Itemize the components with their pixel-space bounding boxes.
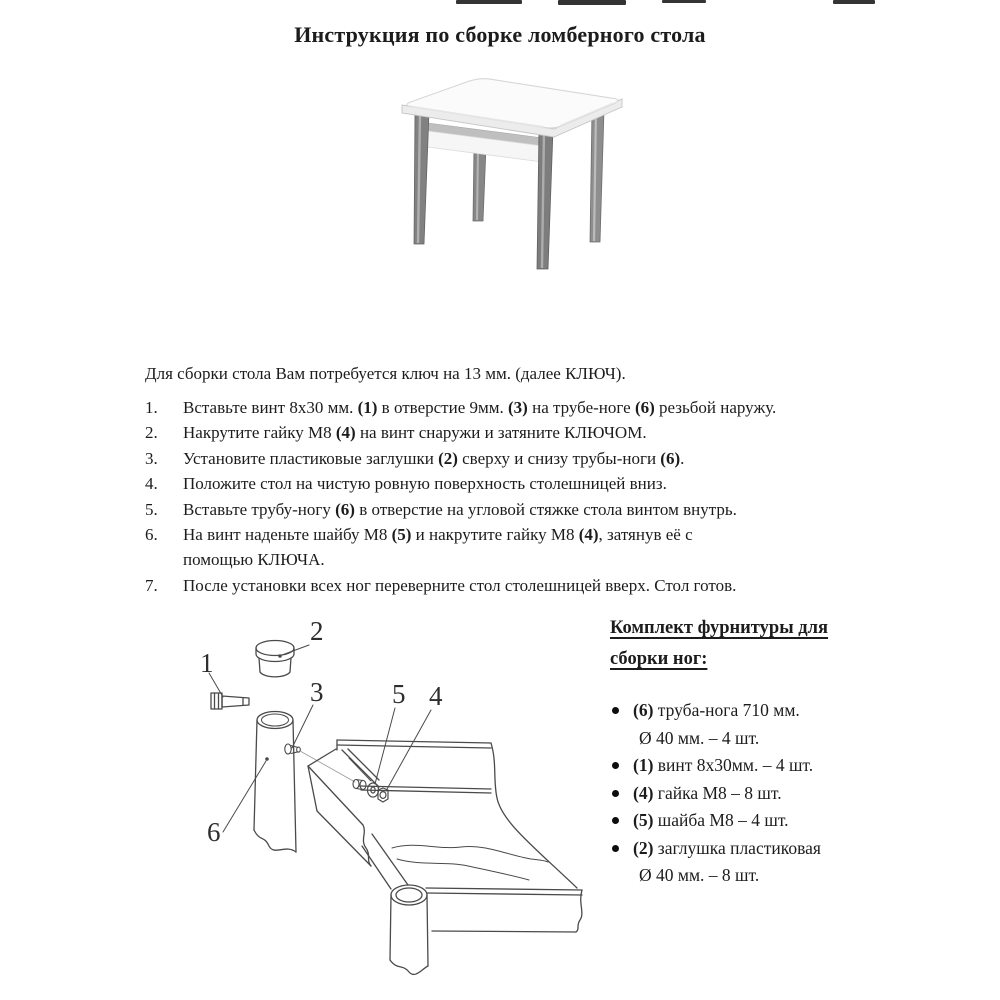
hardware-item: [610, 697, 905, 752]
step-text: Накрутите гайку М8 (4) на винт снаружи и затяните КЛЮЧОМ.: [183, 423, 647, 443]
scan-artifact: [833, 0, 875, 4]
assembly-steps: [145, 395, 893, 598]
assembly-step: [145, 522, 893, 573]
step-number: 4.: [145, 474, 158, 494]
assembly-step: [145, 573, 893, 598]
scan-artifact: [456, 0, 522, 4]
assembly-step: [145, 471, 893, 496]
plastic-cap-part: [256, 641, 294, 677]
break-lines: [392, 845, 548, 880]
step-number: 5.: [145, 499, 158, 519]
scan-artifact: [662, 0, 706, 3]
bullet-icon: [610, 835, 633, 890]
diagram-label-3: 3: [310, 677, 324, 707]
corner-plate: [308, 749, 371, 866]
sleeve-part: [353, 780, 366, 790]
bullet-icon: [610, 752, 633, 780]
assembly-step: [145, 446, 893, 471]
step-number: 7.: [145, 575, 158, 595]
hardware-item: [610, 752, 905, 780]
hardware-item: [610, 807, 905, 835]
assembly-step: [145, 497, 893, 522]
table-leg: [414, 112, 429, 244]
step-text: Установите пластиковые заглушки (2) сверху и снизу трубы-ноги (6).: [183, 448, 685, 468]
hardware-item: [610, 780, 905, 808]
diagram-label-5: 5: [392, 679, 406, 709]
diagram-label-6: 6: [207, 817, 221, 847]
step-text: После установки всех ног переверните стол столешницей вверх. Стол готов.: [183, 575, 737, 595]
table-leg: [473, 147, 486, 221]
assembly-step: [145, 420, 893, 445]
table-leg: [537, 129, 553, 269]
hole-bolt-part: [285, 744, 301, 754]
frame-right-rail: [426, 888, 582, 932]
step-text: На винт наденьте шайбу М8 (5) и накрутите гайку М8 (4), затянув её с помощью КЛЮЧА.: [183, 525, 693, 570]
hardware-item-text: (5) шайба М8 – 4 шт.: [633, 810, 789, 830]
hardware-item: [610, 835, 905, 890]
scan-artifact: [558, 0, 626, 5]
step-text: Положите стол на чистую ровную поверхность столешницей вниз.: [183, 474, 667, 494]
hardware-item-text: (4) гайка М8 – 8 шт.: [633, 782, 782, 803]
hardware-kit: [610, 613, 905, 890]
diagram-label-4: 4: [429, 681, 443, 711]
intro-text: Для сборки стола Вам потребуется ключ на 13 мм. (далее КЛЮЧ).: [145, 364, 626, 383]
tube-leg-part: [254, 712, 296, 853]
step-number: 6.: [145, 525, 158, 545]
bolt-part: [211, 693, 249, 709]
bullet-icon: [610, 807, 633, 835]
hardware-list: [610, 697, 905, 890]
hardware-item-text: (1) винт 8х30мм. – 4 шт.: [633, 755, 814, 775]
hardware-item-text: (6) труба-нога 710 мм. Ø 40 мм. – 4 шт.: [633, 700, 800, 748]
bullet-icon: [610, 780, 633, 808]
assembly-step: [145, 395, 893, 420]
step-number: 1.: [145, 398, 158, 417]
table-photo: [370, 65, 660, 280]
corner-socket: [390, 885, 428, 974]
step-text: Вставьте трубу-ногу (6) в отверстие на угловой стяжке стола винтом внутрь.: [183, 499, 737, 519]
corner-gusset: [342, 749, 379, 787]
diagram-label-1: 1: [200, 648, 214, 678]
step-number: 3.: [145, 448, 158, 468]
frame-top-rail: [337, 740, 577, 888]
diagram-label-2: 2: [310, 616, 324, 646]
step-text: Вставьте винт 8х30 мм. (1) в отверстие 9мм. (3) на трубе-ноге (6) резьбой наружу.: [183, 398, 777, 417]
hardware-heading: Комплект фурнитуры для сборки ног:: [610, 618, 829, 669]
table-leg: [590, 110, 604, 242]
bullet-icon: [610, 697, 633, 752]
hardware-item-text: (2) заглушка пластиковая Ø 40 мм. – 8 шт.: [633, 837, 821, 885]
step-number: 2.: [145, 423, 158, 443]
page-title: Инструкция по сборке ломберного стола: [294, 21, 706, 47]
assembly-diagram: [145, 598, 600, 998]
